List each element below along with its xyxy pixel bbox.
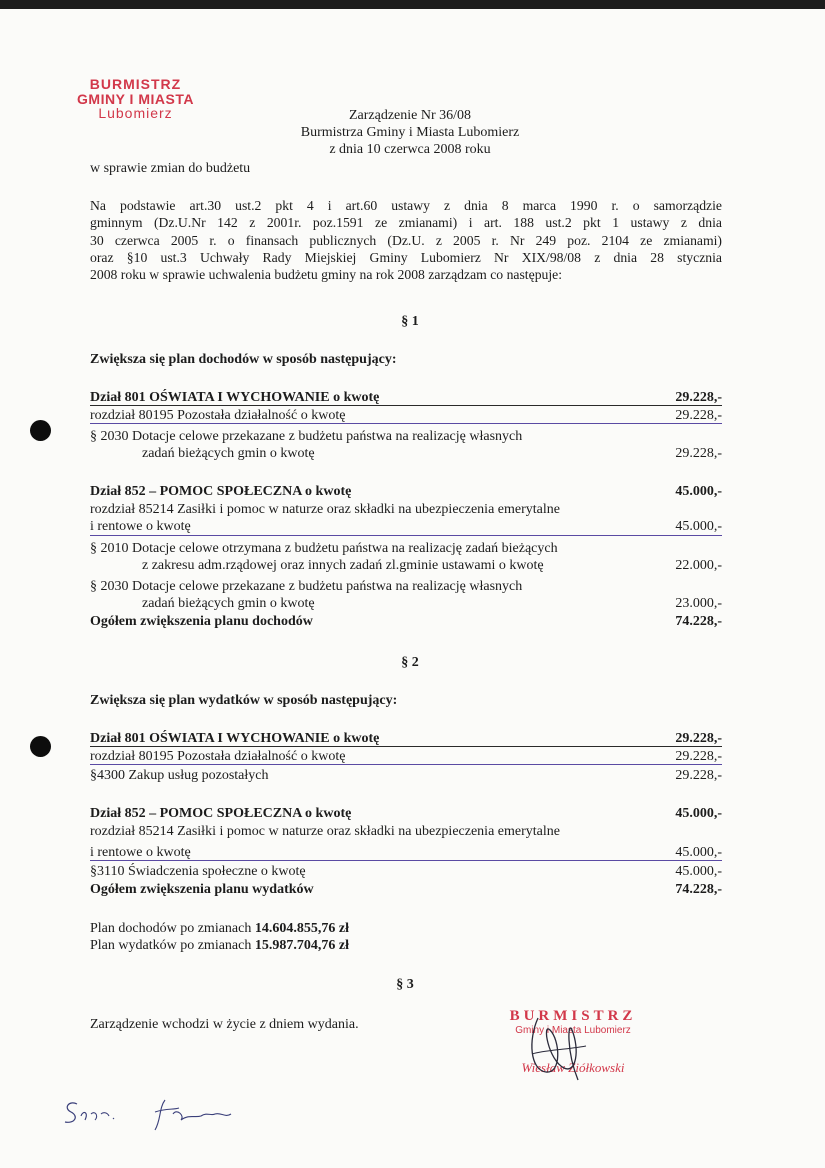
section-1-intro: Zwiększa się plan dochodów w sposób następujący: bbox=[90, 352, 397, 367]
income-plan bbox=[90, 920, 349, 937]
income-plan-value: 14.604.855,76 zł bbox=[254, 921, 349, 936]
s2-dzial-801-amount: 29.228,- bbox=[675, 731, 722, 746]
income-plan-label: Plan dochodów po zmianach bbox=[90, 921, 255, 936]
s1-rozdzial-80195-amount: 29.228,- bbox=[675, 408, 722, 423]
divider bbox=[90, 746, 722, 747]
s1-par-2010-line1: § 2010 Dotacje celowe otrzymana z budżetu państwa na realizację zadań bieżących bbox=[90, 541, 558, 556]
preamble-line: 30 czerwca 2005 r. o finansach publicznych (Dz.U. z 2005 r. Nr 249 poz. 2104 ze zmianami) bbox=[90, 232, 722, 248]
s1-par-2030-a-amount: 29.228,- bbox=[675, 446, 722, 461]
office-stamp bbox=[58, 77, 213, 121]
handwritten-signature bbox=[520, 1010, 600, 1085]
scan-top-edge bbox=[0, 0, 825, 9]
s2-rozdzial-85214-line2: i rentowe o kwotę bbox=[90, 845, 191, 860]
s1-rozdzial-85214-line2: i rentowe o kwotę bbox=[90, 519, 191, 534]
section-3-text: Zarządzenie wchodzi w życie z dniem wydania. bbox=[90, 1017, 359, 1032]
section-3-mark: § 3 bbox=[396, 977, 414, 992]
s2-total-amount: 74.228,- bbox=[675, 882, 722, 897]
expense-plan bbox=[90, 937, 349, 954]
divider bbox=[90, 860, 722, 861]
binder-hole bbox=[30, 420, 51, 441]
section-1-mark: § 1 bbox=[401, 314, 419, 329]
preamble bbox=[90, 197, 722, 283]
s1-par-2030-b-line1: § 2030 Dotacje celowe przekazane z budżetu państwa na realizację własnych bbox=[90, 579, 523, 594]
divider bbox=[90, 423, 722, 424]
s1-par-2030-a-line1: § 2030 Dotacje celowe przekazane z budżetu państwa na realizację własnych bbox=[90, 429, 523, 444]
document-title: Zarządzenie Nr 36/08 bbox=[348, 108, 472, 123]
stamp-line-1: BURMISTRZ bbox=[89, 76, 182, 92]
s2-par-3110-amount: 45.000,- bbox=[675, 864, 722, 879]
s2-rozdzial-85214-line1: rozdział 85214 Zasiłki i pomoc w naturze oraz składki na ubezpieczenia emerytalne bbox=[90, 824, 560, 839]
signature-office: Gminy i Miasta Lubomierz bbox=[515, 1025, 631, 1036]
s1-rozdzial-85214-amount: 45.000,- bbox=[675, 519, 722, 534]
signature-title: BURMISTRZ bbox=[509, 1008, 637, 1024]
divider bbox=[90, 535, 722, 536]
s1-par-2030-a-line2: zadań bieżących gmin o kwotę bbox=[142, 446, 315, 461]
s2-rozdzial-80195-amount: 29.228,- bbox=[675, 749, 722, 764]
document-date: z dnia 10 czerwca 2008 roku bbox=[329, 142, 491, 157]
divider bbox=[90, 764, 722, 765]
preamble-line: oraz §10 ust.3 Uchwały Rady Miejskiej Gminy Lubomierz Nr XIX/98/08 z dnia 28 stycznia bbox=[90, 249, 722, 265]
stamp-line-3: Lubomierz bbox=[98, 105, 173, 122]
s1-total-amount: 74.228,- bbox=[675, 614, 722, 629]
s2-par-4300-amount: 29.228,- bbox=[675, 768, 722, 783]
preamble-line: gminnym (Dz.U.Nr 142 z 2001r. poz.1591 ze zmianami) i art. 188 ust.2 pkt 1 ustawy z dnia bbox=[90, 215, 722, 231]
expense-plan-value: 15.987.704,76 zł bbox=[254, 938, 349, 953]
binder-hole bbox=[30, 736, 51, 757]
s1-par-2010-amount: 22.000,- bbox=[675, 558, 722, 573]
s1-dzial-852-amount: 45.000,- bbox=[675, 484, 722, 499]
preamble-line: Na podstawie art.30 ust.2 pkt 4 i art.60 ustawy z dnia 8 marca 1990 r. o samorządzie bbox=[90, 198, 722, 213]
document-issuer: Burmistrza Gminy i Miasta Lubomierz bbox=[300, 125, 520, 140]
expense-plan-label: Plan wydatków po zmianach bbox=[90, 938, 255, 953]
s2-total: Ogółem zwiększenia planu wydatków bbox=[90, 882, 314, 897]
handwritten-note bbox=[55, 1090, 275, 1140]
stamp-line-2: GMINY I MIASTA bbox=[77, 90, 194, 107]
s1-par-2010-line2: z zakresu adm.rządowej oraz innych zadań zl.gminie ustawami o kwotę bbox=[142, 558, 544, 573]
s2-dzial-801: Dział 801 OŚWIATA I WYCHOWANIE o kwotę bbox=[90, 731, 380, 746]
s1-total: Ogółem zwiększenia planu dochodów bbox=[90, 614, 313, 629]
s2-dzial-852: Dział 852 – POMOC SPOŁECZNA o kwotę bbox=[90, 806, 352, 821]
s2-par-4300: §4300 Zakup usług pozostałych bbox=[90, 768, 269, 783]
signature-name: Wiesław Ziółkowski bbox=[521, 1060, 625, 1075]
document-subject: w sprawie zmian do budżetu bbox=[90, 161, 251, 176]
s2-rozdzial-80195: rozdział 80195 Pozostała działalność o kwotę bbox=[90, 749, 346, 764]
s1-dzial-801-amount: 29.228,- bbox=[675, 390, 722, 405]
preamble-line: 2008 roku w sprawie uchwalenia budżetu gminy na rok 2008 zarządzam co następuje: bbox=[90, 267, 563, 283]
s1-par-2030-b-line2: zadań bieżących gmin o kwotę bbox=[142, 596, 315, 611]
s1-rozdzial-80195: rozdział 80195 Pozostała działalność o kwotę bbox=[90, 408, 346, 423]
section-2-mark: § 2 bbox=[401, 655, 419, 670]
s2-rozdzial-85214-amount: 45.000,- bbox=[675, 845, 722, 860]
divider bbox=[90, 405, 722, 406]
s1-dzial-852: Dział 852 – POMOC SPOŁECZNA o kwotę bbox=[90, 484, 352, 499]
s1-rozdzial-85214-line1: rozdział 85214 Zasiłki i pomoc w naturze oraz składki na ubezpieczenia emerytalne bbox=[90, 502, 560, 517]
s1-par-2030-b-amount: 23.000,- bbox=[675, 596, 722, 611]
section-2-intro: Zwiększa się plan wydatków w sposób następujący: bbox=[90, 693, 398, 708]
s2-dzial-852-amount: 45.000,- bbox=[675, 806, 722, 821]
s2-par-3110: §3110 Świadczenia społeczne o kwotę bbox=[90, 864, 306, 879]
s1-dzial-801: Dział 801 OŚWIATA I WYCHOWANIE o kwotę bbox=[90, 390, 380, 405]
